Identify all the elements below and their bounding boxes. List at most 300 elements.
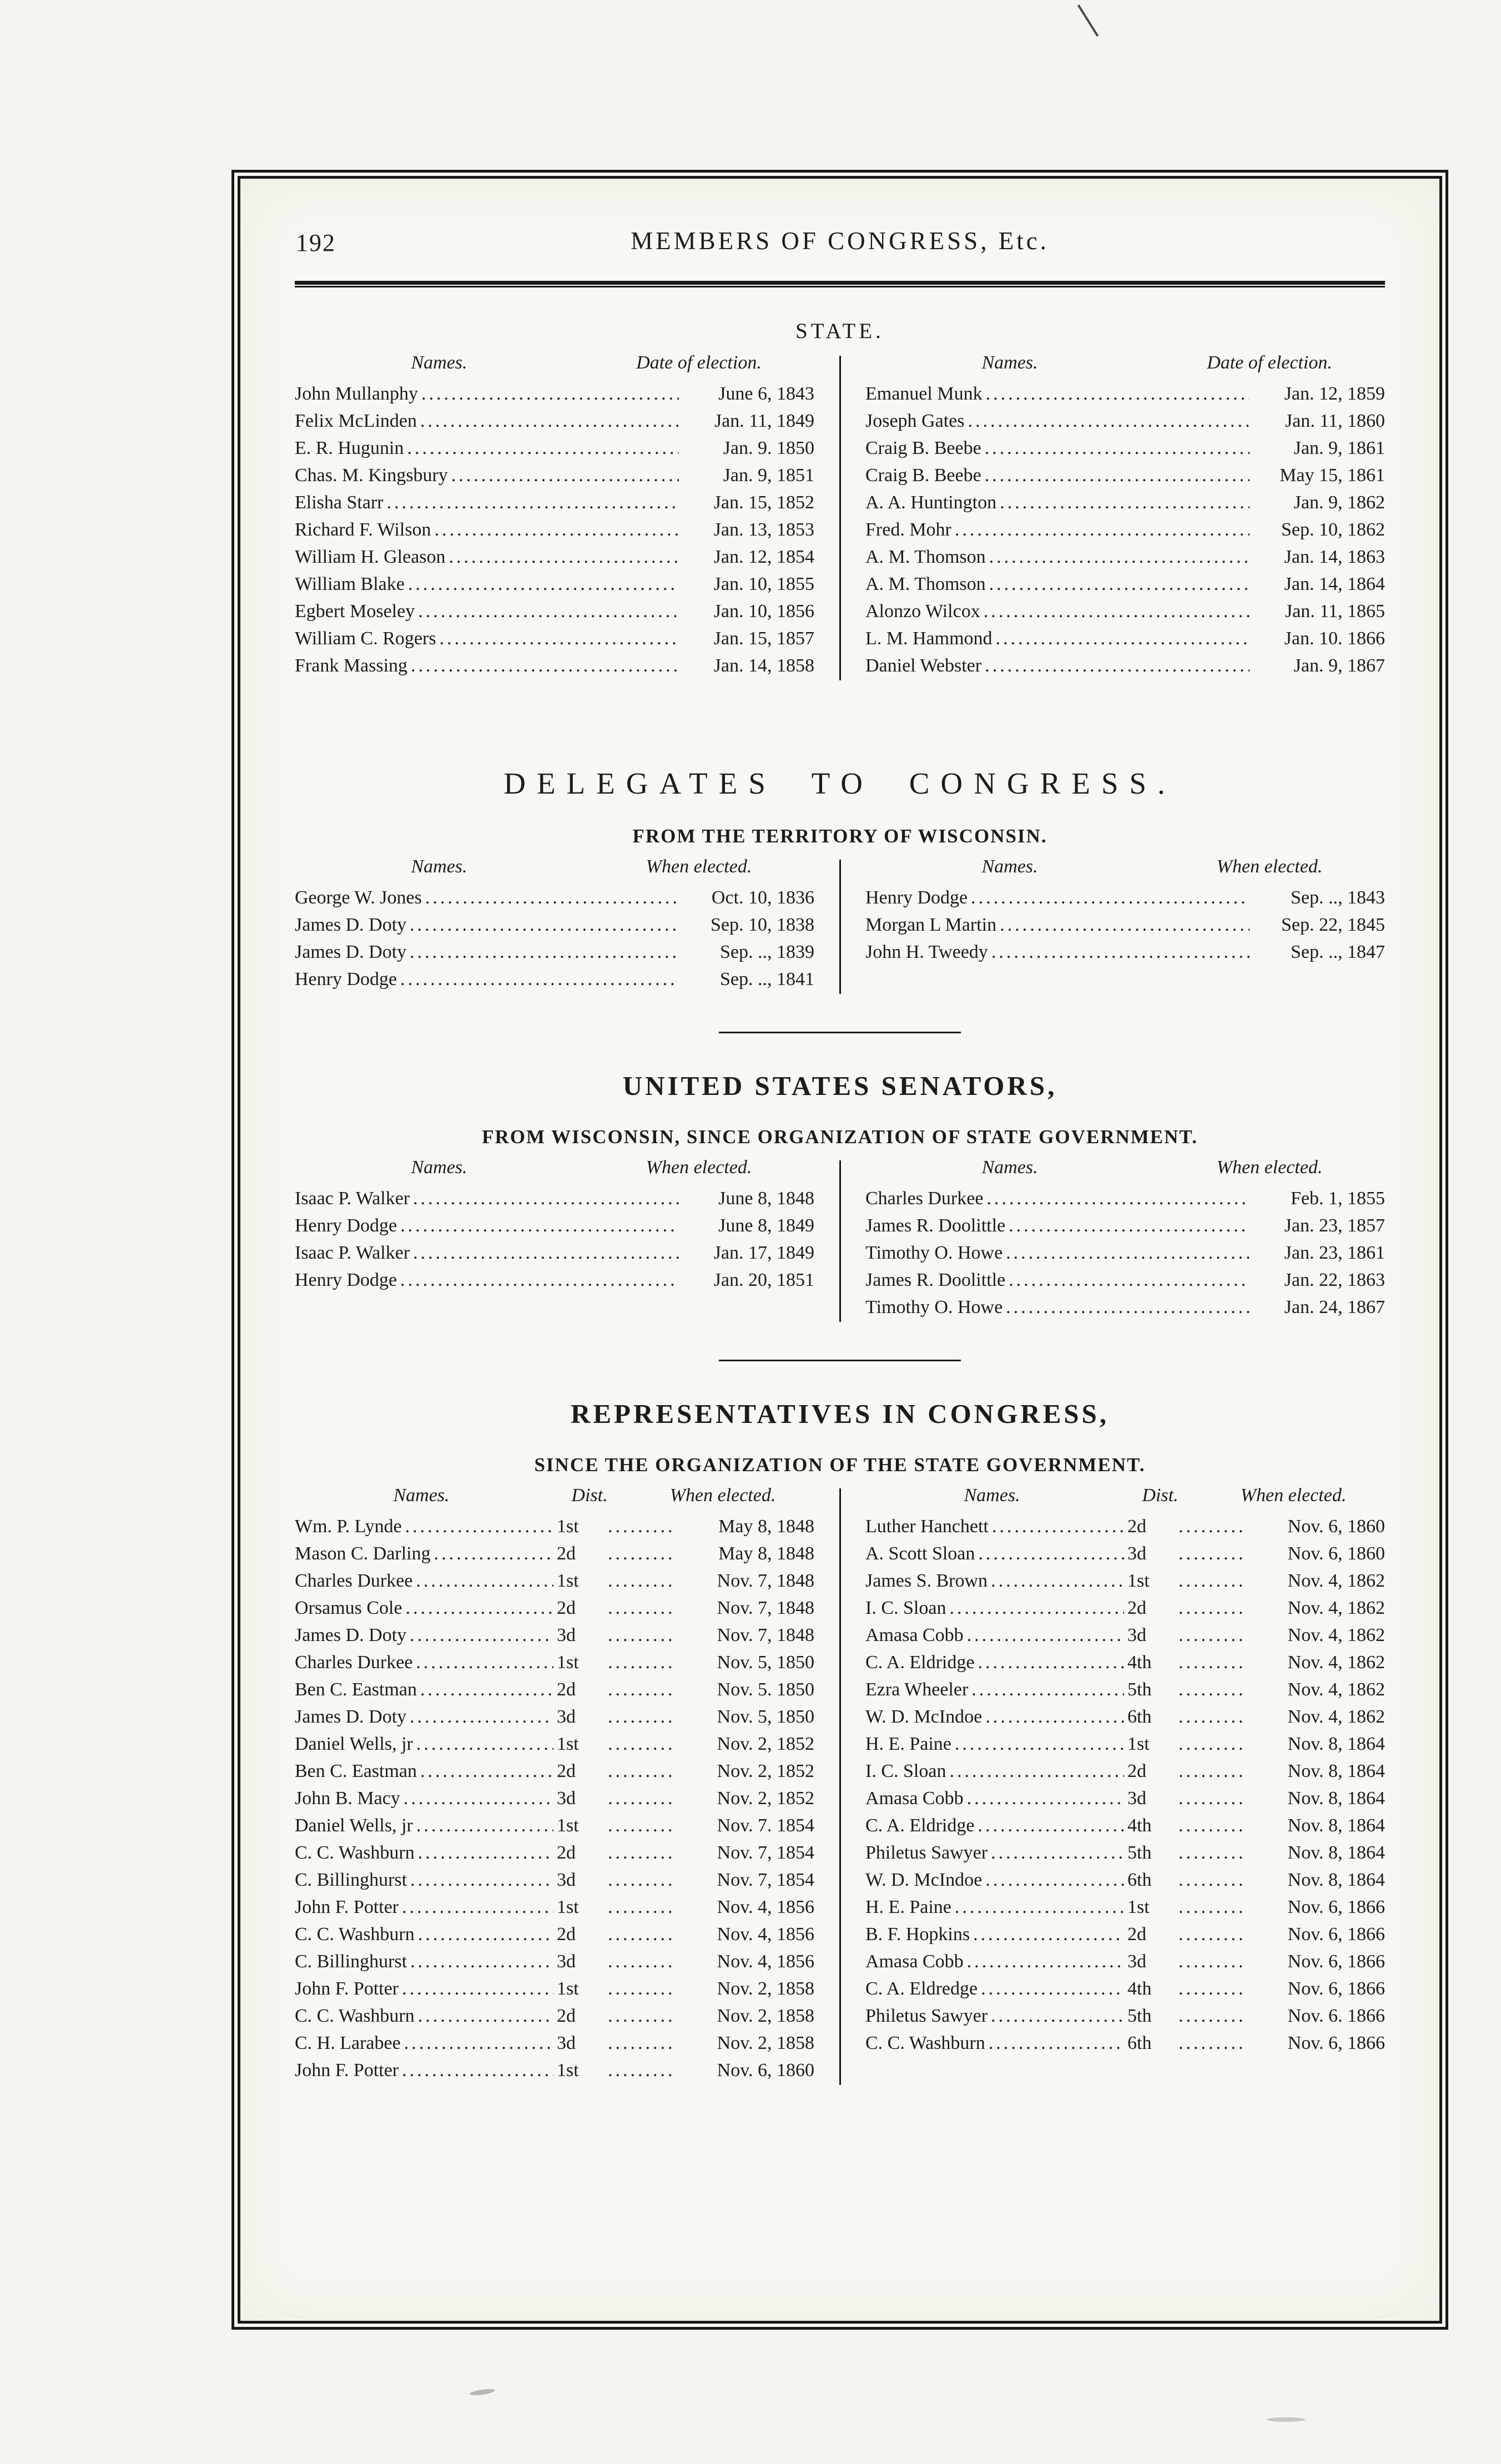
date-cell: Jan. 23, 1861 — [1284, 1243, 1385, 1263]
dot-leader — [1178, 1625, 1244, 1646]
when-elected-column-header: When elected. — [646, 856, 752, 877]
date-cell: Nov. 2, 1858 — [717, 2033, 814, 2053]
table-row — [865, 1679, 1385, 1706]
state-section-title: STATE. — [795, 319, 884, 343]
table-row — [295, 1652, 814, 1679]
date-cell: Nov. 4, 1856 — [717, 1924, 814, 1945]
date-cell: Nov. 5, 1850 — [717, 1652, 814, 1673]
table-row — [295, 1706, 814, 1734]
name-cell: William Blake — [295, 574, 405, 594]
date-cell: Nov. 8, 1864 — [1287, 1870, 1385, 1890]
delegates-section-title: DELEGATES TO CONGRESS. — [503, 766, 1176, 800]
dot-leader — [608, 1734, 673, 1755]
district-cell: 4th — [1127, 1652, 1152, 1673]
dot-leader — [1178, 1516, 1244, 1537]
scan-artifact-mark — [1077, 4, 1099, 37]
dot-leader — [418, 601, 679, 622]
section-delegates — [295, 766, 1385, 996]
date-cell: Jan. 22, 1863 — [1284, 1270, 1385, 1290]
district-cell: 3d — [1127, 1625, 1146, 1645]
dot-leader — [985, 655, 1250, 676]
district-cell: 2d — [1127, 1598, 1146, 1618]
district-cell: 2d — [557, 1842, 576, 1863]
dot-leader — [949, 1598, 1124, 1619]
dot-leader — [978, 1815, 1124, 1836]
name-cell: James S. Brown — [865, 1571, 988, 1591]
name-cell: Amasa Cobb — [865, 1951, 964, 1972]
date-cell: Nov. 2, 1852 — [717, 1761, 814, 1781]
date-cell: Sep. 22, 1845 — [1281, 915, 1385, 935]
dot-leader — [425, 887, 679, 908]
table-row — [295, 1870, 814, 1897]
table-row — [295, 383, 814, 411]
name-cell: Charles Durkee — [295, 1571, 413, 1591]
table-row — [295, 2060, 814, 2087]
district-cell: 1st — [557, 1516, 579, 1537]
dot-leader — [404, 2033, 553, 2054]
dot-leader — [991, 1571, 1124, 1592]
dot-leader — [434, 1543, 553, 1564]
dot-leader — [1178, 1788, 1244, 1809]
senators-section-subtitle: FROM WISCONSIN, SINCE ORGANIZATION OF STATE GOVERNMENT. — [482, 1126, 1198, 1148]
name-cell: C. Billinghurst — [295, 1870, 407, 1890]
dot-leader — [608, 1951, 673, 1972]
dot-leader — [608, 1761, 673, 1782]
district-cell: 1st — [557, 1897, 579, 1917]
dot-leader — [404, 1788, 553, 1809]
date-cell: Nov. 5. 1850 — [717, 1679, 814, 1700]
section-divider-rule — [719, 1032, 961, 1033]
table-row — [295, 1924, 814, 1951]
district-cell: 3d — [557, 1951, 576, 1972]
name-cell: Philetus Sawyer — [865, 2006, 988, 2026]
table-row — [295, 1598, 814, 1625]
date-cell: Nov. 4, 1862 — [1287, 1598, 1385, 1618]
table-row — [295, 1625, 814, 1652]
dot-leader — [608, 1516, 673, 1537]
name-cell: William H. Gleason — [295, 547, 446, 567]
district-cell: 2d — [1127, 1761, 1146, 1781]
date-cell: Sep. 10, 1838 — [711, 915, 814, 935]
table-row — [295, 942, 814, 969]
table-row — [865, 1652, 1385, 1679]
name-cell: Daniel Wells, jr — [295, 1734, 413, 1754]
dot-leader — [996, 628, 1250, 649]
dot-leader — [1178, 1924, 1244, 1945]
state-table-right-column — [840, 352, 1385, 683]
dot-leader — [1009, 1215, 1250, 1236]
date-cell: Nov. 7, 1848 — [717, 1625, 814, 1645]
column-headers — [865, 352, 1385, 383]
table-row — [295, 1761, 814, 1788]
section-state — [295, 319, 1385, 683]
table-row — [865, 1842, 1385, 1870]
date-cell: June 8, 1848 — [718, 1188, 814, 1209]
date-cell: Jan. 9. 1850 — [723, 438, 814, 458]
table-row — [865, 1243, 1385, 1270]
table-row — [865, 1270, 1385, 1297]
date-cell: Nov. 6, 1866 — [1287, 1951, 1385, 1972]
dot-leader — [978, 1543, 1124, 1564]
dot-leader — [410, 915, 679, 936]
table-row — [865, 1815, 1385, 1842]
delegates-table-right-column — [840, 856, 1385, 996]
name-cell: C. C. Washburn — [295, 2006, 415, 2026]
dot-leader — [955, 1734, 1124, 1755]
state-table-left-column — [295, 352, 840, 683]
dot-leader — [416, 1571, 553, 1592]
delegates-table — [295, 856, 1385, 996]
district-cell: 1st — [1127, 1571, 1150, 1591]
table-row — [295, 574, 814, 601]
dot-leader — [400, 969, 679, 990]
table-row — [295, 655, 814, 683]
name-cell: Elisha Starr — [295, 492, 384, 513]
date-cell: Nov. 4, 1862 — [1287, 1571, 1385, 1591]
dot-leader — [420, 1761, 553, 1782]
name-cell: Amasa Cobb — [865, 1788, 964, 1809]
name-cell: Charles Durkee — [865, 1188, 984, 1209]
representatives-rows-left — [295, 1516, 814, 2087]
table-row — [295, 1188, 814, 1215]
name-cell: Philetus Sawyer — [865, 1842, 988, 1863]
name-cell: C. C. Washburn — [295, 1924, 415, 1945]
date-cell: Nov. 7, 1848 — [717, 1598, 814, 1618]
date-cell: Nov. 5, 1850 — [717, 1706, 814, 1727]
dot-leader — [1178, 1679, 1244, 1700]
table-row — [865, 1215, 1385, 1243]
table-row — [295, 1978, 814, 2006]
column-headers — [865, 856, 1385, 887]
date-cell: Jan. 10, 1855 — [713, 574, 814, 594]
dot-leader — [1178, 1734, 1244, 1755]
date-cell: Nov. 2, 1852 — [717, 1734, 814, 1754]
district-cell: 1st — [557, 1652, 579, 1673]
scan-smudge — [470, 2388, 496, 2396]
table-row — [295, 1215, 814, 1243]
date-cell: Nov. 6, 1860 — [1287, 1543, 1385, 1564]
dot-leader — [1178, 1706, 1244, 1728]
table-row — [865, 1571, 1385, 1598]
date-cell: Jan. 14, 1864 — [1284, 574, 1385, 594]
delegates-table-left-column — [295, 856, 840, 996]
dot-leader — [1178, 1897, 1244, 1918]
senators-rows-left — [295, 1188, 814, 1297]
date-cell: Jan. 9, 1862 — [1293, 492, 1385, 513]
dot-leader — [989, 574, 1250, 595]
date-cell: May 15, 1861 — [1280, 465, 1385, 486]
representatives-section-subtitle: SINCE THE ORGANIZATION OF THE STATE GOVERNMENT. — [534, 1454, 1146, 1476]
dot-leader — [413, 1243, 679, 1264]
name-cell: John Mullanphy — [295, 383, 418, 404]
table-row — [295, 628, 814, 655]
dot-leader — [981, 1978, 1124, 2000]
date-cell: Nov. 8, 1864 — [1287, 1815, 1385, 1836]
representatives-rows-right — [865, 1516, 1385, 2060]
page-number: 192 — [296, 229, 336, 256]
table-row — [865, 655, 1385, 683]
dot-leader — [992, 1516, 1124, 1537]
dot-leader — [1000, 915, 1250, 936]
name-cell: Ben C. Eastman — [295, 1679, 417, 1700]
table-row — [865, 1598, 1385, 1625]
date-column-header: Date of election. — [1207, 352, 1332, 373]
date-cell: Jan. 9, 1867 — [1293, 655, 1385, 676]
district-cell: 2d — [1127, 1924, 1146, 1945]
date-cell: Sep. .., 1847 — [1291, 942, 1385, 962]
dot-leader — [608, 1788, 673, 1809]
table-row — [865, 628, 1385, 655]
date-cell: Nov. 6, 1866 — [1287, 1924, 1385, 1945]
date-cell: Nov. 4, 1862 — [1287, 1706, 1385, 1727]
names-column-header: Names. — [411, 352, 467, 373]
dot-leader — [608, 1842, 673, 1864]
table-row — [865, 1516, 1385, 1543]
dot-leader — [968, 411, 1250, 432]
name-cell: Daniel Wells, jr — [295, 1815, 413, 1836]
district-cell: 3d — [557, 1870, 576, 1890]
dot-leader — [989, 547, 1250, 568]
table-row — [865, 1297, 1385, 1324]
name-cell: Emanuel Munk — [865, 383, 983, 404]
district-cell: 3d — [557, 2033, 576, 2053]
page-title: MEMBERS OF CONGRESS, Etc. — [631, 227, 1049, 255]
dot-leader — [608, 1870, 673, 1891]
dot-leader — [1178, 1951, 1244, 1972]
dot-leader — [418, 2006, 553, 2027]
table-row — [295, 1543, 814, 1571]
name-cell: Egbert Moseley — [295, 601, 415, 622]
name-cell: Mason C. Darling — [295, 1543, 431, 1564]
dot-leader — [949, 1761, 1124, 1782]
name-cell: C. C. Washburn — [865, 2033, 985, 2053]
representatives-table-left-column — [295, 1485, 840, 2087]
name-cell: A. M. Thomson — [865, 547, 986, 567]
when-elected-column-header: When elected. — [1216, 1157, 1323, 1178]
dot-leader — [991, 942, 1250, 963]
table-row — [295, 601, 814, 628]
district-cell: 4th — [1127, 1978, 1152, 1999]
dot-leader — [973, 1924, 1124, 1945]
dot-leader — [1178, 1543, 1244, 1564]
name-cell: Richard F. Wilson — [295, 519, 431, 540]
table-row — [295, 1815, 814, 1842]
name-cell: Timothy O. Howe — [865, 1297, 1003, 1317]
dot-leader — [418, 1842, 553, 1864]
date-cell: Jan. 23, 1857 — [1284, 1215, 1385, 1236]
dot-leader — [416, 1734, 553, 1755]
dot-leader — [410, 1870, 553, 1891]
district-cell: 5th — [1127, 2006, 1152, 2026]
dot-leader — [985, 438, 1250, 459]
table-row — [865, 438, 1385, 465]
district-cell: 3d — [1127, 1543, 1146, 1564]
name-cell: Fred. Mohr — [865, 519, 951, 540]
dot-leader — [402, 2060, 553, 2081]
district-cell: 4th — [1127, 1815, 1152, 1836]
table-row — [865, 1761, 1385, 1788]
scan-smudge — [1267, 2417, 1306, 2422]
table-row — [865, 915, 1385, 942]
table-row — [295, 465, 814, 492]
district-cell: 1st — [557, 1815, 579, 1836]
representatives-table — [295, 1485, 1385, 2087]
column-headers — [865, 1485, 1385, 1516]
dot-leader — [608, 1924, 673, 1945]
table-row — [295, 519, 814, 547]
name-cell: Joseph Gates — [865, 411, 965, 431]
dot-leader — [608, 1706, 673, 1728]
district-cell: 6th — [1127, 1870, 1152, 1890]
date-cell: Jan. 15, 1852 — [713, 492, 814, 513]
date-cell: Jan. 11, 1860 — [1285, 411, 1385, 431]
table-row — [865, 411, 1385, 438]
table-row — [865, 492, 1385, 519]
name-cell: John B. Macy — [295, 1788, 400, 1809]
name-cell: James R. Doolittle — [865, 1215, 1006, 1236]
delegates-rows-right — [865, 887, 1385, 969]
date-cell: Nov. 6, 1866 — [1287, 1897, 1385, 1917]
when-elected-column-header: When elected. — [1216, 856, 1323, 877]
date-cell: Jan. 10, 1856 — [713, 601, 814, 622]
district-cell: 1st — [557, 2060, 579, 2081]
table-row — [295, 1842, 814, 1870]
date-cell: Jan. 14, 1863 — [1284, 547, 1385, 567]
name-cell: Henry Dodge — [865, 887, 968, 908]
state-table — [295, 352, 1385, 683]
name-cell: Henry Dodge — [295, 1215, 397, 1236]
table-row — [865, 601, 1385, 628]
name-cell: C. A. Eldridge — [865, 1652, 975, 1673]
table-row — [865, 519, 1385, 547]
name-cell: James R. Doolittle — [865, 1270, 1006, 1290]
dot-leader — [1178, 1870, 1244, 1891]
table-row — [295, 1516, 814, 1543]
senators-table — [295, 1157, 1385, 1324]
dot-leader — [1178, 2006, 1244, 2027]
name-cell: John F. Potter — [295, 1897, 399, 1917]
dot-leader — [608, 1679, 673, 1700]
dot-leader — [400, 1215, 679, 1236]
names-column-header: Names. — [411, 1157, 467, 1178]
date-cell: Oct. 10, 1836 — [711, 887, 814, 908]
name-cell: Orsamus Cole — [295, 1598, 402, 1618]
table-row — [295, 492, 814, 519]
name-cell: B. F. Hopkins — [865, 1924, 970, 1945]
table-row — [865, 1188, 1385, 1215]
dot-leader — [608, 1897, 673, 1918]
name-cell: John F. Potter — [295, 2060, 399, 2081]
date-cell: Nov. 4, 1862 — [1287, 1625, 1385, 1645]
name-cell: Henry Dodge — [295, 1270, 397, 1290]
name-cell: Alonzo Wilcox — [865, 601, 980, 622]
table-row — [295, 969, 814, 996]
date-cell: Nov. 7, 1854 — [717, 1870, 814, 1890]
names-column-header: Names. — [981, 1157, 1038, 1178]
name-cell: H. E. Paine — [865, 1734, 951, 1754]
district-cell: 1st — [1127, 1734, 1150, 1754]
dot-leader — [408, 574, 679, 595]
dot-leader — [608, 1571, 673, 1592]
district-cell: 3d — [557, 1706, 576, 1727]
dot-leader — [967, 1788, 1124, 1809]
table-row — [865, 1788, 1385, 1815]
name-cell: W. D. McIndoe — [865, 1706, 983, 1727]
name-cell: Frank Massing — [295, 655, 408, 676]
date-cell: Nov. 7, 1848 — [717, 1571, 814, 1591]
dot-leader — [608, 1543, 673, 1564]
table-row — [295, 438, 814, 465]
dot-leader — [986, 1188, 1250, 1209]
name-cell: I. C. Sloan — [865, 1598, 946, 1618]
date-cell: Jan. 10. 1866 — [1284, 628, 1385, 649]
page-content — [240, 179, 1439, 2321]
delegates-rows-left — [295, 887, 814, 996]
dot-leader — [407, 438, 679, 459]
district-column-header: Dist. — [1142, 1485, 1178, 1506]
table-row — [865, 1870, 1385, 1897]
representatives-table-right-column — [840, 1485, 1385, 2087]
table-row — [865, 1734, 1385, 1761]
date-cell: Nov. 7. 1854 — [717, 1815, 814, 1836]
dot-leader — [1178, 1761, 1244, 1782]
date-cell: Jan. 11, 1849 — [714, 411, 814, 431]
district-cell: 1st — [1127, 1897, 1150, 1917]
dot-leader — [420, 1679, 553, 1700]
table-row — [865, 574, 1385, 601]
dot-leader — [1178, 1815, 1244, 1836]
date-cell: Jan. 17, 1849 — [713, 1243, 814, 1263]
district-cell: 2d — [557, 1761, 576, 1781]
dot-leader — [1178, 1978, 1244, 2000]
name-cell: Chas. M. Kingsbury — [295, 465, 448, 486]
district-cell: 2d — [557, 2006, 576, 2026]
district-cell: 1st — [557, 1571, 579, 1591]
name-cell: Luther Hanchett — [865, 1516, 989, 1537]
column-headers — [295, 856, 814, 887]
district-column-header: Dist. — [571, 1485, 608, 1506]
dot-leader — [416, 1652, 553, 1673]
date-cell: Jan. 9, 1861 — [1293, 438, 1385, 458]
name-cell: Timothy O. Howe — [865, 1243, 1003, 1263]
district-cell: 5th — [1127, 1679, 1152, 1700]
names-column-header: Names. — [981, 352, 1038, 373]
district-cell: 6th — [1127, 1706, 1152, 1727]
date-cell: Nov. 7, 1854 — [717, 1842, 814, 1863]
name-cell: C. H. Larabee — [295, 2033, 401, 2053]
dot-leader — [608, 2006, 673, 2027]
date-cell: June 8, 1849 — [718, 1215, 814, 1236]
dot-leader — [416, 1815, 553, 1836]
name-cell: John F. Potter — [295, 1978, 399, 1999]
name-cell: C. C. Washburn — [295, 1842, 415, 1863]
names-column-header: Names. — [411, 856, 467, 877]
table-row — [865, 942, 1385, 969]
section-divider-rule — [719, 1360, 961, 1361]
table-row — [865, 1897, 1385, 1924]
name-cell: Henry Dodge — [295, 969, 397, 989]
dot-leader — [420, 411, 679, 432]
table-row — [295, 2006, 814, 2033]
name-cell: L. M. Hammond — [865, 628, 993, 649]
date-cell: Jan. 11, 1865 — [1285, 601, 1385, 622]
name-cell: Ezra Wheeler — [865, 1679, 969, 1700]
date-cell: Nov. 6, 1866 — [1287, 2033, 1385, 2053]
date-cell: Nov. 8, 1864 — [1287, 1788, 1385, 1809]
dot-leader — [1178, 2033, 1244, 2054]
dot-leader — [413, 1188, 679, 1209]
date-cell: June 6, 1843 — [718, 383, 814, 404]
